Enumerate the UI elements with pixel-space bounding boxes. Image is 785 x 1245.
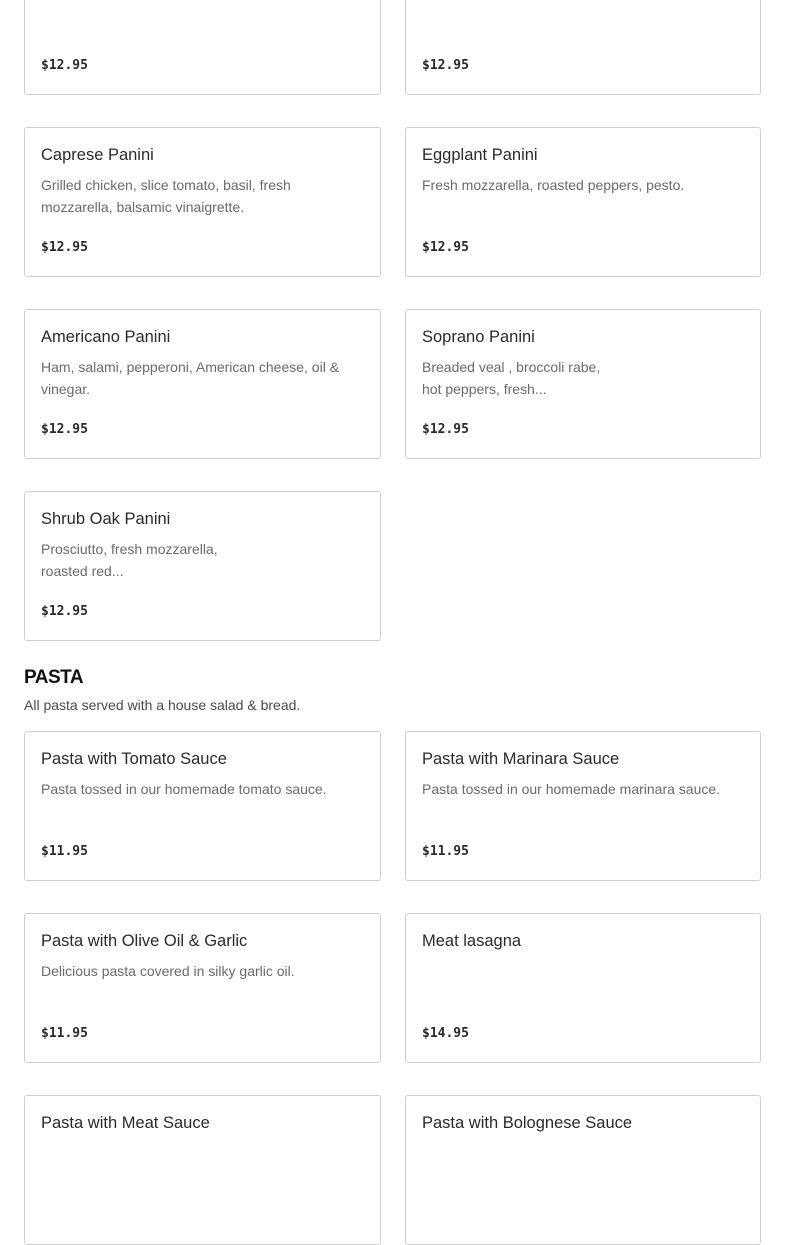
item-description: Prosciutto, fresh mozzarella, roasted red... <box>41 541 218 579</box>
menu-item-eggplant-panini[interactable] <box>405 127 761 277</box>
item-price: $11.95 <box>422 844 469 859</box>
item-description: Grilled chicken, slice tomato, basil, fresh mozzarella, balsamic vinaigrette. <box>41 177 291 215</box>
item-description: Breaded veal , broccoli rabe, hot peppers, fresh... <box>422 359 601 397</box>
menu-item-card[interactable] <box>405 0 761 95</box>
item-price: $12.95 <box>41 58 88 73</box>
menu-item-soprano-panini[interactable] <box>405 309 761 459</box>
menu-item-card[interactable] <box>24 0 381 95</box>
menu-item-meat-lasagna[interactable] <box>405 913 761 1063</box>
item-description: Ham, salami, pepperoni, American cheese, oil & vinegar. <box>41 359 340 397</box>
panini-grid <box>24 0 761 641</box>
item-name: Pasta with Olive Oil & Garlic <box>41 932 248 950</box>
menu-item-americano-panini[interactable] <box>24 309 381 459</box>
item-name: Pasta with Bolognese Sauce <box>422 1114 633 1132</box>
menu-item-pasta-olive-oil-garlic[interactable] <box>24 913 381 1063</box>
menu-item-pasta-tomato-sauce[interactable] <box>24 731 381 881</box>
item-price: $12.95 <box>41 240 88 255</box>
item-description: Fresh mozzarella, roasted peppers, pesto. <box>422 177 685 193</box>
item-price: $11.95 <box>41 1026 88 1041</box>
item-name: Shrub Oak Panini <box>41 510 171 528</box>
item-description: Pasta tossed in our homemade tomato sauce. <box>41 781 327 797</box>
menu-item-pasta-bolognese-sauce[interactable] <box>405 1095 761 1245</box>
item-price: $12.95 <box>422 240 469 255</box>
section-subtitle: All pasta served with a house salad & bread. <box>24 697 301 713</box>
menu-item-pasta-marinara-sauce[interactable] <box>405 731 761 881</box>
menu-item-caprese-panini[interactable] <box>24 127 381 277</box>
item-name: Pasta with Meat Sauce <box>41 1114 210 1132</box>
item-price: $12.95 <box>41 422 88 437</box>
item-name: Meat lasagna <box>422 932 522 950</box>
item-name: Caprese Panini <box>41 146 154 164</box>
item-price: $12.95 <box>422 58 469 73</box>
item-name: Eggplant Panini <box>422 146 538 164</box>
item-name: Pasta with Tomato Sauce <box>41 750 227 768</box>
item-price: $11.95 <box>41 844 88 859</box>
menu-item-shrub-oak-panini[interactable] <box>24 491 381 641</box>
item-description: Delicious pasta covered in silky garlic oil. <box>41 963 295 979</box>
pasta-grid <box>24 731 761 1245</box>
item-price: $12.95 <box>41 604 88 619</box>
menu-item-pasta-meat-sauce[interactable] <box>24 1095 381 1245</box>
item-price: $12.95 <box>422 422 469 437</box>
item-price: $14.95 <box>422 1026 469 1041</box>
pasta-section-header <box>24 667 785 731</box>
item-name: Americano Panini <box>41 328 171 346</box>
section-title: PASTA <box>24 667 84 688</box>
item-description: Pasta tossed in our homemade marinara sauce. <box>422 781 721 797</box>
item-name: Soprano Panini <box>422 328 535 346</box>
item-name: Pasta with Marinara Sauce <box>422 750 620 768</box>
